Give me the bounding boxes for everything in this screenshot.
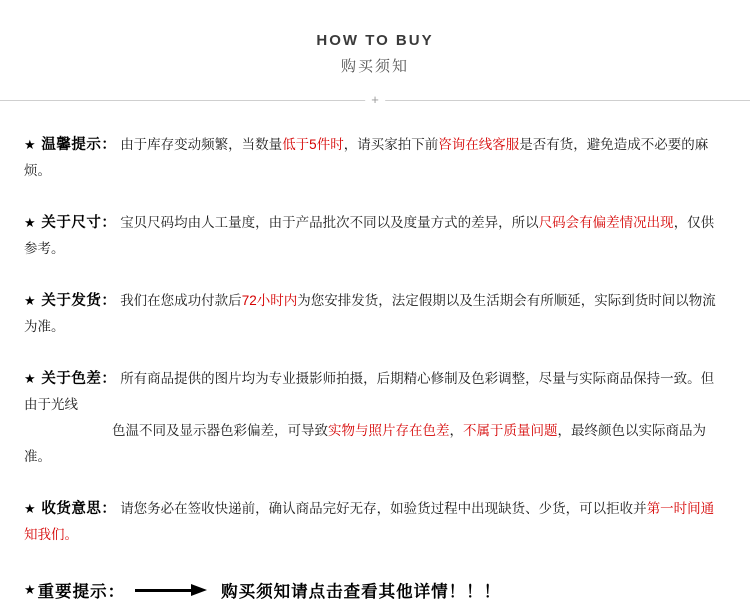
- notice-label: 收货意思：: [41, 501, 117, 517]
- page-title-en: HOW TO BUY: [316, 32, 434, 49]
- notice-text-part: ，最终颜色以实际商品为准。: [24, 423, 706, 464]
- notice-text-part: 所有商品提供的图片均为专业摄影师拍摄，后期精心修制及色彩调整，尽量与实际商品保持一致。但由于光线: [24, 371, 715, 412]
- notice-text-highlight: 实物与照片存在色差: [328, 423, 450, 438]
- notice-text-part: ，请买家拍下前: [343, 137, 439, 152]
- notice-text-highlight: 不属于质量问题: [463, 423, 558, 438]
- important-notice[interactable]: [0, 574, 750, 602]
- list-item: [24, 496, 726, 548]
- important-notice-text[interactable]: 购买须知请点击查看其他详情！！！: [221, 583, 502, 601]
- notice-list: [0, 108, 750, 548]
- notice-text-highlight: 低于5件时: [282, 137, 344, 152]
- star-icon: ★: [24, 293, 36, 308]
- star-icon: ★: [24, 215, 36, 230]
- notice-text-highlight: 第一时间通知我们。: [24, 501, 715, 542]
- important-notice-label: 重要提示：: [37, 583, 126, 601]
- star-icon: ★: [24, 501, 36, 516]
- notice-text-part: 宝贝尺码均由人工量度，由于产品批次不同以及度量方式的差异，所以: [120, 215, 539, 230]
- notice-text-highlight: 尺码会有偏差情况出现: [538, 215, 674, 230]
- notice-text-highlight: 72小时内: [241, 293, 298, 308]
- list-item: [24, 210, 726, 262]
- notice-text-part: ，仅供参考。: [24, 215, 715, 256]
- list-item: [24, 366, 726, 470]
- right-arrow-icon: [135, 584, 207, 596]
- notice-text-part: ，: [449, 423, 463, 438]
- notice-label: 关于尺寸：: [41, 215, 117, 231]
- notice-text-highlight: 咨询在线客服: [438, 137, 520, 152]
- star-icon: ★: [24, 582, 36, 597]
- star-icon: ★: [24, 137, 36, 152]
- notice-text-part: 为您安排发货，法定假期以及生活期会有所顺延，实际到货时间以物流为准。: [24, 293, 716, 334]
- notice-label: 温馨提示：: [41, 137, 117, 153]
- list-item: [24, 132, 726, 184]
- notice-text-part: 我们在您成功付款后: [120, 293, 242, 308]
- star-icon: ★: [24, 371, 36, 386]
- header-divider: [0, 94, 750, 108]
- notice-text-part: 请您务必在签收快递前，确认商品完好无存，如验货过程中出现缺货、少货，可以拒收并: [120, 501, 647, 516]
- notice-label: 关于色差：: [41, 371, 117, 387]
- page-header: [0, 0, 750, 80]
- page-title-cn: 购买须知: [340, 58, 409, 75]
- list-item: [24, 288, 726, 340]
- divider-plus-mark: +: [365, 92, 385, 108]
- notice-text-part: 由于库存变动频繁，当数量: [120, 137, 283, 152]
- notice-text-part: 是否有货，避免造成不必要的麻烦。: [24, 137, 709, 178]
- notice-label: 关于发货：: [41, 293, 117, 309]
- notice-text-part: 色温不同及显示器色彩偏差，可导致: [112, 423, 328, 438]
